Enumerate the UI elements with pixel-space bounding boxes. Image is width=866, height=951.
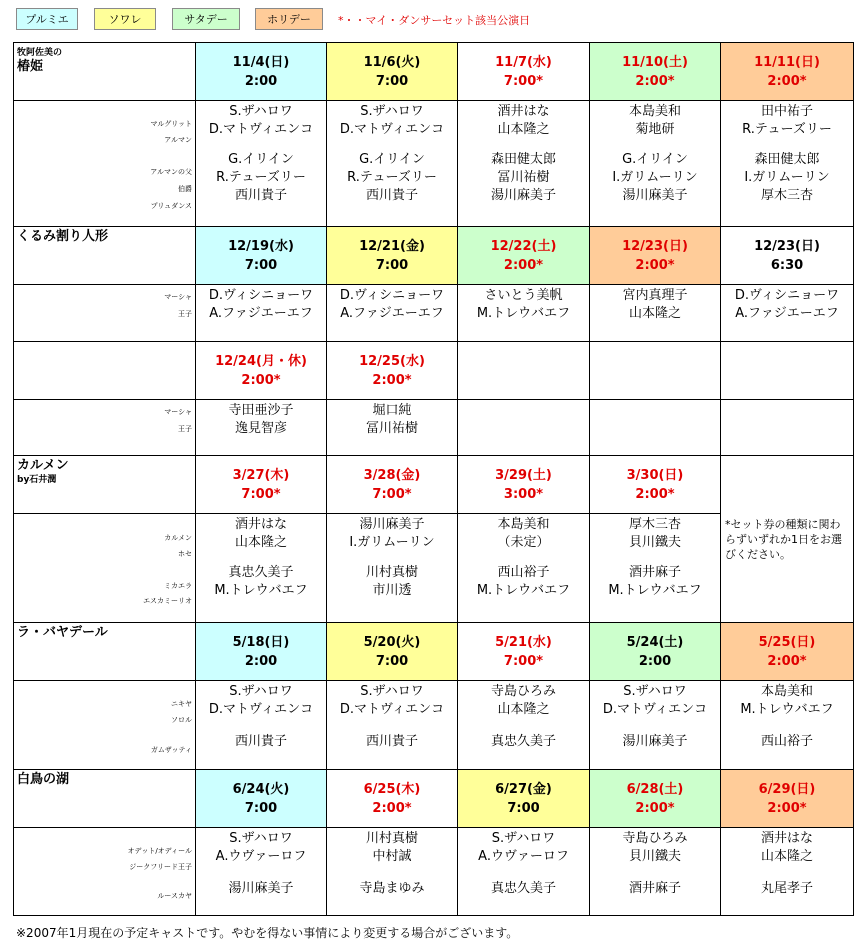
ballet-title-cell [14,770,196,828]
role-labels-cell [14,828,196,916]
cast-name: 寺田亜沙子 [228,403,294,418]
ballet-title-main: ラ・バヤデール [17,625,108,640]
cast-cell [327,514,458,623]
cast-cell [590,681,721,770]
performance-time: 2:00 [244,73,278,89]
performance-date: 3/28(金) [363,467,421,483]
ballet-title-cell [14,456,196,514]
role-label: カルメン [164,534,192,542]
cast-name: 川村真樹 [365,831,418,846]
performance-date: 5/24(土) [626,634,684,650]
performance-date: 12/21(金) [359,238,425,254]
role-label: 王子 [178,425,192,433]
role-labels-cell [14,514,196,623]
performance-date: 3/27(木) [232,467,290,483]
cast-name: R.テューズリー [742,122,832,137]
cast-name: M.トレウバエフ [214,583,308,598]
performance-date-cell [590,227,721,285]
cast-name: 菊地研 [635,122,675,137]
performance-time: 2:00 [638,653,672,669]
cast-name: 山本隆之 [497,122,550,137]
role-label: マーシャ [164,408,192,416]
performance-date-cell [590,456,721,514]
performance-time: 7:00* [241,486,281,502]
legend-soiree: ソワレ [94,8,156,30]
cast-spacer [196,139,326,151]
cast-spacer [590,139,720,151]
ballet-title-main: 白鳥の湖 [17,772,70,787]
cast-name: 湯川麻美子 [622,734,688,749]
cast-spacer [458,719,589,733]
cast-cell [196,514,327,623]
cast-spacer [721,719,853,733]
cast-cell [590,285,721,342]
cast-name: 西川貴子 [365,734,418,749]
cast-spacer [458,866,589,880]
cast-name: M.トレウバエフ [608,583,702,598]
cast-name: D.マトヴィエンコ [339,702,445,717]
legend-holiday: ホリデー [255,8,323,30]
role-labels-cell [14,285,196,342]
role-label: オデット/オディール [127,847,192,855]
role-label: 伯爵 [178,185,192,193]
footer-note: ※2007年1月現在の予定キャストです。やむを得ない事情により変更する場合がございます。 [16,926,519,940]
cast-spacer [721,139,853,151]
cast-spacer [327,719,457,733]
performance-date-cell [196,623,327,681]
cast-name: S.ザハロワ [360,684,424,699]
performance-date: 11/10(土) [622,54,688,70]
performance-date-cell [196,456,327,514]
cast-cell [458,681,590,770]
ballet-title-cell [14,623,196,681]
cast-cell [721,400,854,456]
cast-spacer [458,139,589,151]
cast-name: 酒井はな [497,104,550,119]
cast-name: 丸尾孝子 [760,881,813,896]
cast-name: 貝川鐵夫 [628,535,681,550]
performance-date: 11/11(日) [754,54,820,70]
cast-spacer [458,552,589,564]
cast-cell [327,400,458,456]
cast-name: A.ファジエーエフ [340,306,444,321]
cast-name: D.マトヴィエンコ [339,122,445,137]
ballet-title-cell [14,227,196,285]
performance-time: 2:00* [372,372,412,388]
cast-name: 湯川麻美子 [228,881,294,896]
cast-cell [458,101,590,227]
cast-cell [590,828,721,916]
cast-name: （未定） [497,535,550,550]
cast-name: D.ヴィシニョーワ [208,288,314,303]
cast-spacer [721,866,853,880]
performance-date-cell [458,623,590,681]
performance-time: 7:00 [507,800,540,816]
cast-cell [458,400,590,456]
performance-time: 2:00* [635,800,675,816]
performance-date: 6/25(木) [363,781,421,797]
performance-date-cell [590,770,721,828]
role-label: ジークフリード王子 [129,863,192,871]
cast-cell [327,101,458,227]
cast-name: A.ファジエーエフ [209,306,313,321]
cast-cell [458,514,590,623]
ballet-title-main: 椿姫 [17,59,44,74]
cast-name: 本島美和 [628,104,681,119]
performance-date-cell [327,456,458,514]
cast-name: S.ザハロワ [360,104,424,119]
cast-spacer [590,866,720,880]
cast-name: 真忠久美子 [490,881,556,896]
performance-date: 12/22(土) [490,238,557,254]
cast-name: さいとう美帆 [484,288,563,303]
cast-name: R.テューズリー [216,170,306,185]
cast-name: S.ザハロワ [623,684,687,699]
role-labels-cell [14,400,196,456]
performance-time: 2:00* [767,800,807,816]
cast-name: M.トレウバエフ [740,702,834,717]
cast-cell [721,828,854,916]
cast-cell [590,101,721,227]
performance-date-cell [458,770,590,828]
cast-cell [196,101,327,227]
cast-name: D.ヴィシニョーワ [339,288,445,303]
cast-name: 真忠久美子 [228,565,294,580]
cast-cell [196,400,327,456]
performance-date: 12/24(月・休) [215,353,307,369]
performance-date: 5/21(水) [495,634,552,650]
cast-name: 田中祐子 [760,104,813,119]
cast-name: 酒井麻子 [628,881,681,896]
cast-name: A.ウヴァーロフ [478,849,569,864]
cast-spacer [196,719,326,733]
cast-cell [721,681,854,770]
performance-date: 5/20(火) [363,634,421,650]
cast-name: 酒井麻子 [628,565,681,580]
performance-date: 3/29(土) [495,467,552,483]
cast-name: 森田健太郎 [490,152,556,167]
performance-date: 5/25(日) [758,634,816,650]
cast-name: 西川貴子 [365,188,418,203]
performance-time: 7:00* [503,73,544,89]
cast-name: 冨川祐樹 [497,170,550,185]
role-label: 王子 [178,310,192,318]
cast-cell [196,285,327,342]
performance-date-cell [590,623,721,681]
legend-saturday: サタデー [172,8,240,30]
set-ticket-note: *セット券の種類に関わらずいずれか1日をお選びください。 [721,456,854,623]
cast-name: 森田健太郎 [754,152,820,167]
cast-name: D.マトヴィエンコ [208,122,314,137]
role-labels-cell [14,681,196,770]
performance-date-cell [327,770,458,828]
cast-cell [196,681,327,770]
schedule-table [13,42,854,916]
cast-name: 山本隆之 [760,849,813,864]
performance-date-cell [458,342,590,400]
cast-name: 本島美和 [497,517,550,532]
performance-date-cell [327,623,458,681]
performance-time: 2:00* [767,73,807,89]
performance-date: 3/30(日) [626,467,684,483]
performance-date-cell [721,623,854,681]
cast-name: 市川透 [372,583,412,598]
performance-date: 11/7(水) [495,54,552,70]
performance-date: 6/29(日) [758,781,816,797]
role-label: ミカエラ [164,582,192,590]
performance-date-cell [196,43,327,101]
performance-date-cell [327,227,458,285]
cast-name: 厚木三杏 [628,517,681,532]
performance-date: 6/27(金) [495,781,552,797]
cast-name: 宮内真理子 [622,288,688,303]
role-label: エスカミーリオ [143,597,192,605]
ballet-title-sub: by石井潤 [17,475,57,485]
cast-name: 寺島ひろみ [490,684,556,699]
cast-name: 厚木三杏 [760,188,813,203]
performance-date: 12/25(水) [359,353,425,369]
performance-date-cell [721,43,854,101]
ballet-title-prefix: 牧阿佐美の [17,48,63,58]
performance-time: 7:00* [503,653,544,669]
cast-name: 湯川麻美子 [490,188,556,203]
performance-time: 7:00 [375,653,409,669]
performance-time: 2:00* [635,257,675,273]
role-label: マルグリット [150,120,192,128]
performance-date-cell [196,227,327,285]
cast-name: 貝川鐵夫 [628,849,681,864]
cast-cell [458,828,590,916]
ballet-title-cell [14,342,196,400]
cast-name: S.ザハロワ [229,104,293,119]
performance-time: 2:00* [241,372,281,388]
performance-time: 2:00* [635,73,675,89]
cast-name: R.テューズリー [347,170,437,185]
performance-date: 12/19(水) [228,238,294,254]
cast-spacer [196,552,326,564]
cast-name: 酒井はな [234,517,287,532]
role-label: ホセ [178,550,192,558]
performance-date: 12/23(日) [754,238,820,254]
cast-name: 堀口純 [372,403,412,418]
cast-name: D.マトヴィエンコ [602,702,708,717]
cast-name: 西川貴子 [234,188,287,203]
role-label: ソロル [171,716,192,724]
role-label: ニキヤ [171,700,192,708]
cast-name: 西川貴子 [234,734,287,749]
performance-time: 3:00* [503,486,544,502]
cast-cell [721,101,854,227]
performance-date: 11/4(日) [232,54,290,70]
ballet-title [17,46,62,74]
role-label: アルマンの父 [150,168,192,176]
performance-date: 6/28(土) [626,781,684,797]
performance-date-cell [721,227,854,285]
cast-name: 山本隆之 [497,702,550,717]
cast-spacer [327,139,457,151]
cast-name: D.ヴィシニョーワ [734,288,840,303]
cast-name: M.トレウバエフ [476,583,571,598]
cast-name: S.ザハロワ [229,831,293,846]
cast-cell [590,400,721,456]
cast-name: 真忠久美子 [490,734,556,749]
cast-name: S.ザハロワ [229,684,293,699]
cast-name: 寺島ひろみ [622,831,688,846]
performance-date-cell [458,456,590,514]
ballet-title-main: カルメン [17,458,69,473]
cast-name: I.ガリムーリン [349,535,435,550]
performance-date-cell [458,227,590,285]
cast-spacer [327,552,457,564]
role-label: マーシャ [164,293,192,301]
cast-cell [327,681,458,770]
cast-name: 寺島まゆみ [359,881,425,896]
cast-spacer [327,866,457,880]
performance-time: 6:30 [770,257,804,273]
performance-date-cell [721,342,854,400]
cast-cell [590,514,721,623]
cast-name: 本島美和 [760,684,813,699]
performance-date-cell [590,43,721,101]
cast-name: 酒井はな [760,831,813,846]
ballet-title [17,230,108,244]
role-label: ルースカヤ [157,892,192,900]
cast-name: 山本隆之 [628,306,681,321]
cast-cell [327,828,458,916]
cast-cell [721,285,854,342]
cast-name: M.トレウバエフ [476,306,571,321]
performance-date-cell [196,770,327,828]
cast-name: 逸見智彦 [234,421,287,436]
cast-cell [196,828,327,916]
performance-date: 6/24(火) [232,781,290,797]
role-labels-cell [14,101,196,227]
performance-date-cell [458,43,590,101]
performance-date: 11/6(火) [363,54,421,70]
cast-name: 冨川祐樹 [365,421,418,436]
cast-name: D.マトヴィエンコ [208,702,314,717]
cast-name: G.イリイン [359,152,425,167]
cast-name: S.ザハロワ [491,831,556,846]
cast-name: I.ガリムーリン [612,170,698,185]
cast-name: 湯川麻美子 [359,517,425,532]
cast-name: 湯川麻美子 [622,188,688,203]
cast-name: G.イリイン [622,152,688,167]
performance-time: 2:00* [372,800,412,816]
cast-name: 中村誠 [372,849,412,864]
cast-cell [327,285,458,342]
performance-time: 7:00 [244,800,278,816]
cast-name: 西山裕子 [497,565,550,580]
legend-premiere: プルミエ [16,8,78,30]
ballet-title [17,459,69,487]
performance-time: 2:00* [767,653,807,669]
ballet-title [17,773,69,787]
performance-date-cell [721,770,854,828]
performance-date-cell [327,342,458,400]
performance-date: 12/23(日) [622,238,688,254]
role-label: ガムザッティ [150,746,192,754]
legend-note: *・・マイ・ダンサーセット該当公演日 [338,14,531,27]
cast-spacer [196,866,326,880]
performance-date-cell [590,342,721,400]
performance-time: 7:00 [244,257,278,273]
performance-time: 2:00 [244,653,278,669]
cast-name: 西山裕子 [760,734,813,749]
performance-time: 2:00* [503,257,544,273]
cast-name: 山本隆之 [234,535,287,550]
performance-date-cell [327,43,458,101]
cast-spacer [590,719,720,733]
cast-name: A.ファジエーエフ [735,306,839,321]
performance-time: 7:00 [375,73,409,89]
performance-time: 7:00* [372,486,412,502]
ballet-title-cell [14,43,196,101]
role-label: プリュダンス [150,202,192,210]
cast-cell [458,285,590,342]
cast-name: G.イリイン [228,152,294,167]
cast-name: 川村真樹 [365,565,418,580]
cast-spacer [590,552,720,564]
performance-date: 5/18(日) [232,634,290,650]
performance-date-cell [196,342,327,400]
performance-time: 7:00 [375,257,409,273]
cast-name: A.ウヴァーロフ [215,849,307,864]
ballet-title-main: くるみ割り人形 [17,229,109,244]
ballet-title [17,626,108,640]
role-label: アルマン [164,136,192,144]
performance-time: 2:00* [635,486,675,502]
cast-name: I.ガリムーリン [744,170,830,185]
